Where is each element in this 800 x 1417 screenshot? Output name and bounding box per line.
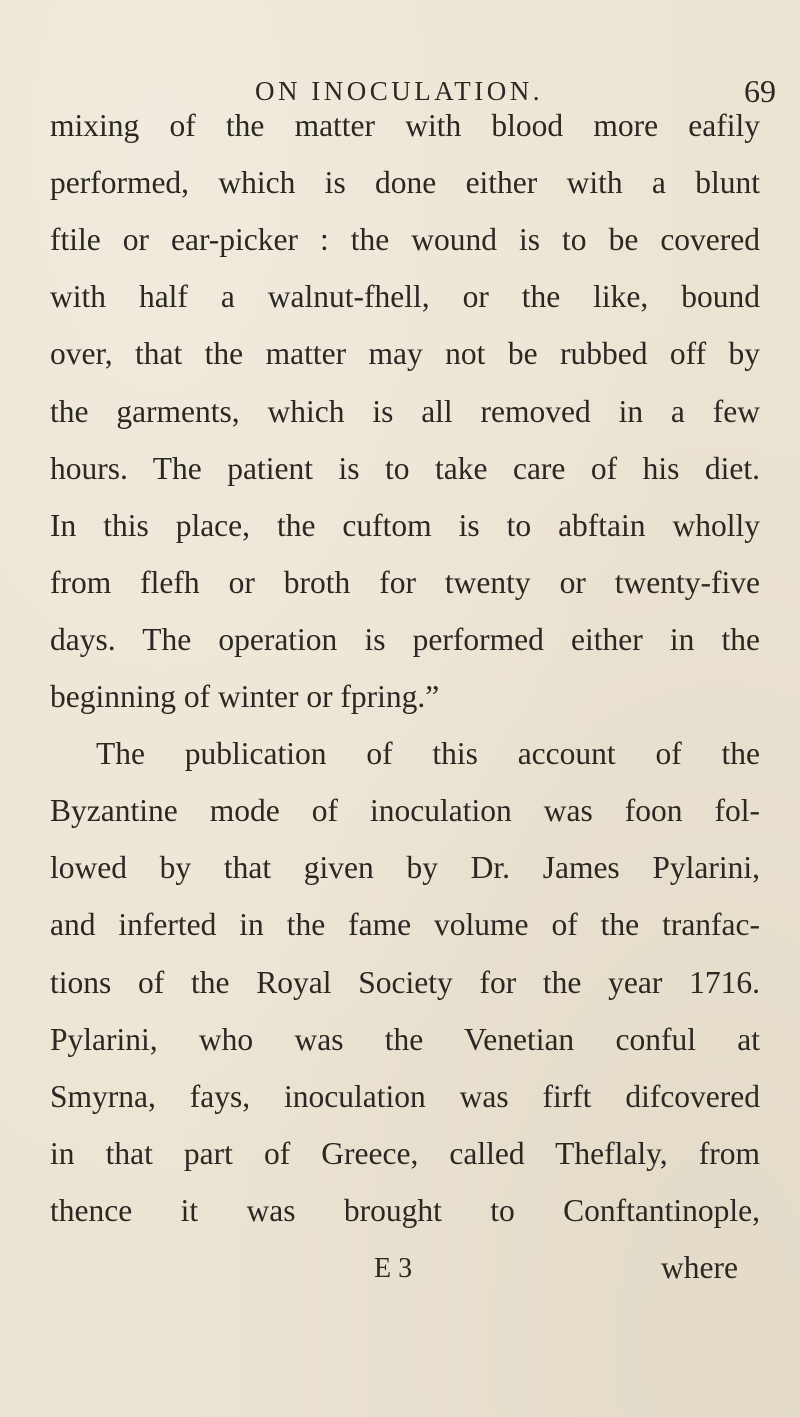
text-line: and inferted in the fame volume of the tranfac- — [50, 907, 760, 943]
text-line: from flefh or broth for twenty or twenty-five — [50, 564, 760, 600]
text-line: Smyrna, fays, inoculation was firft difcovered — [50, 1078, 760, 1114]
text-line: hours. The patient is to take care of his diet. — [50, 450, 760, 486]
text-line: over, that the matter may not be rubbed off by — [50, 336, 760, 372]
paragraph-first-line: The publication of this account of the — [96, 736, 760, 772]
text-line: tions of the Royal Society for the year 1716. — [50, 964, 760, 1000]
text-line: Byzantine mode of inoculation was foon fol- — [50, 793, 760, 829]
running-title: ON INOCULATION. — [255, 76, 543, 106]
text-line: with half a walnut-fhell, or the like, bound — [50, 279, 760, 315]
text-line: days. The operation is performed either in the — [50, 621, 760, 657]
page-number: 69 — [744, 73, 776, 109]
text-line: In this place, the cuftom is to abftain wholly — [50, 507, 760, 543]
text-line: Pylarini, who was the Venetian conful at — [50, 1021, 760, 1057]
text-line: mixing of the matter with blood more eafily — [50, 108, 760, 143]
signature-mark: E 3 — [374, 1253, 413, 1284]
text-line: lowed by that given by Dr. James Pylarini, — [50, 850, 760, 886]
text-line: performed, which is done either with a blunt — [50, 165, 760, 201]
catchword: where — [661, 1250, 738, 1285]
text-line: the garments, which is all removed in a few — [50, 393, 760, 429]
text-line: beginning of winter or fpring.” — [50, 679, 440, 714]
text-line: thence it was brought to Conftantinople, — [50, 1192, 760, 1228]
text-line: in that part of Greece, called Theflaly, from — [50, 1135, 760, 1171]
text-line: ftile or ear-picker : the wound is to be covered — [50, 222, 760, 258]
